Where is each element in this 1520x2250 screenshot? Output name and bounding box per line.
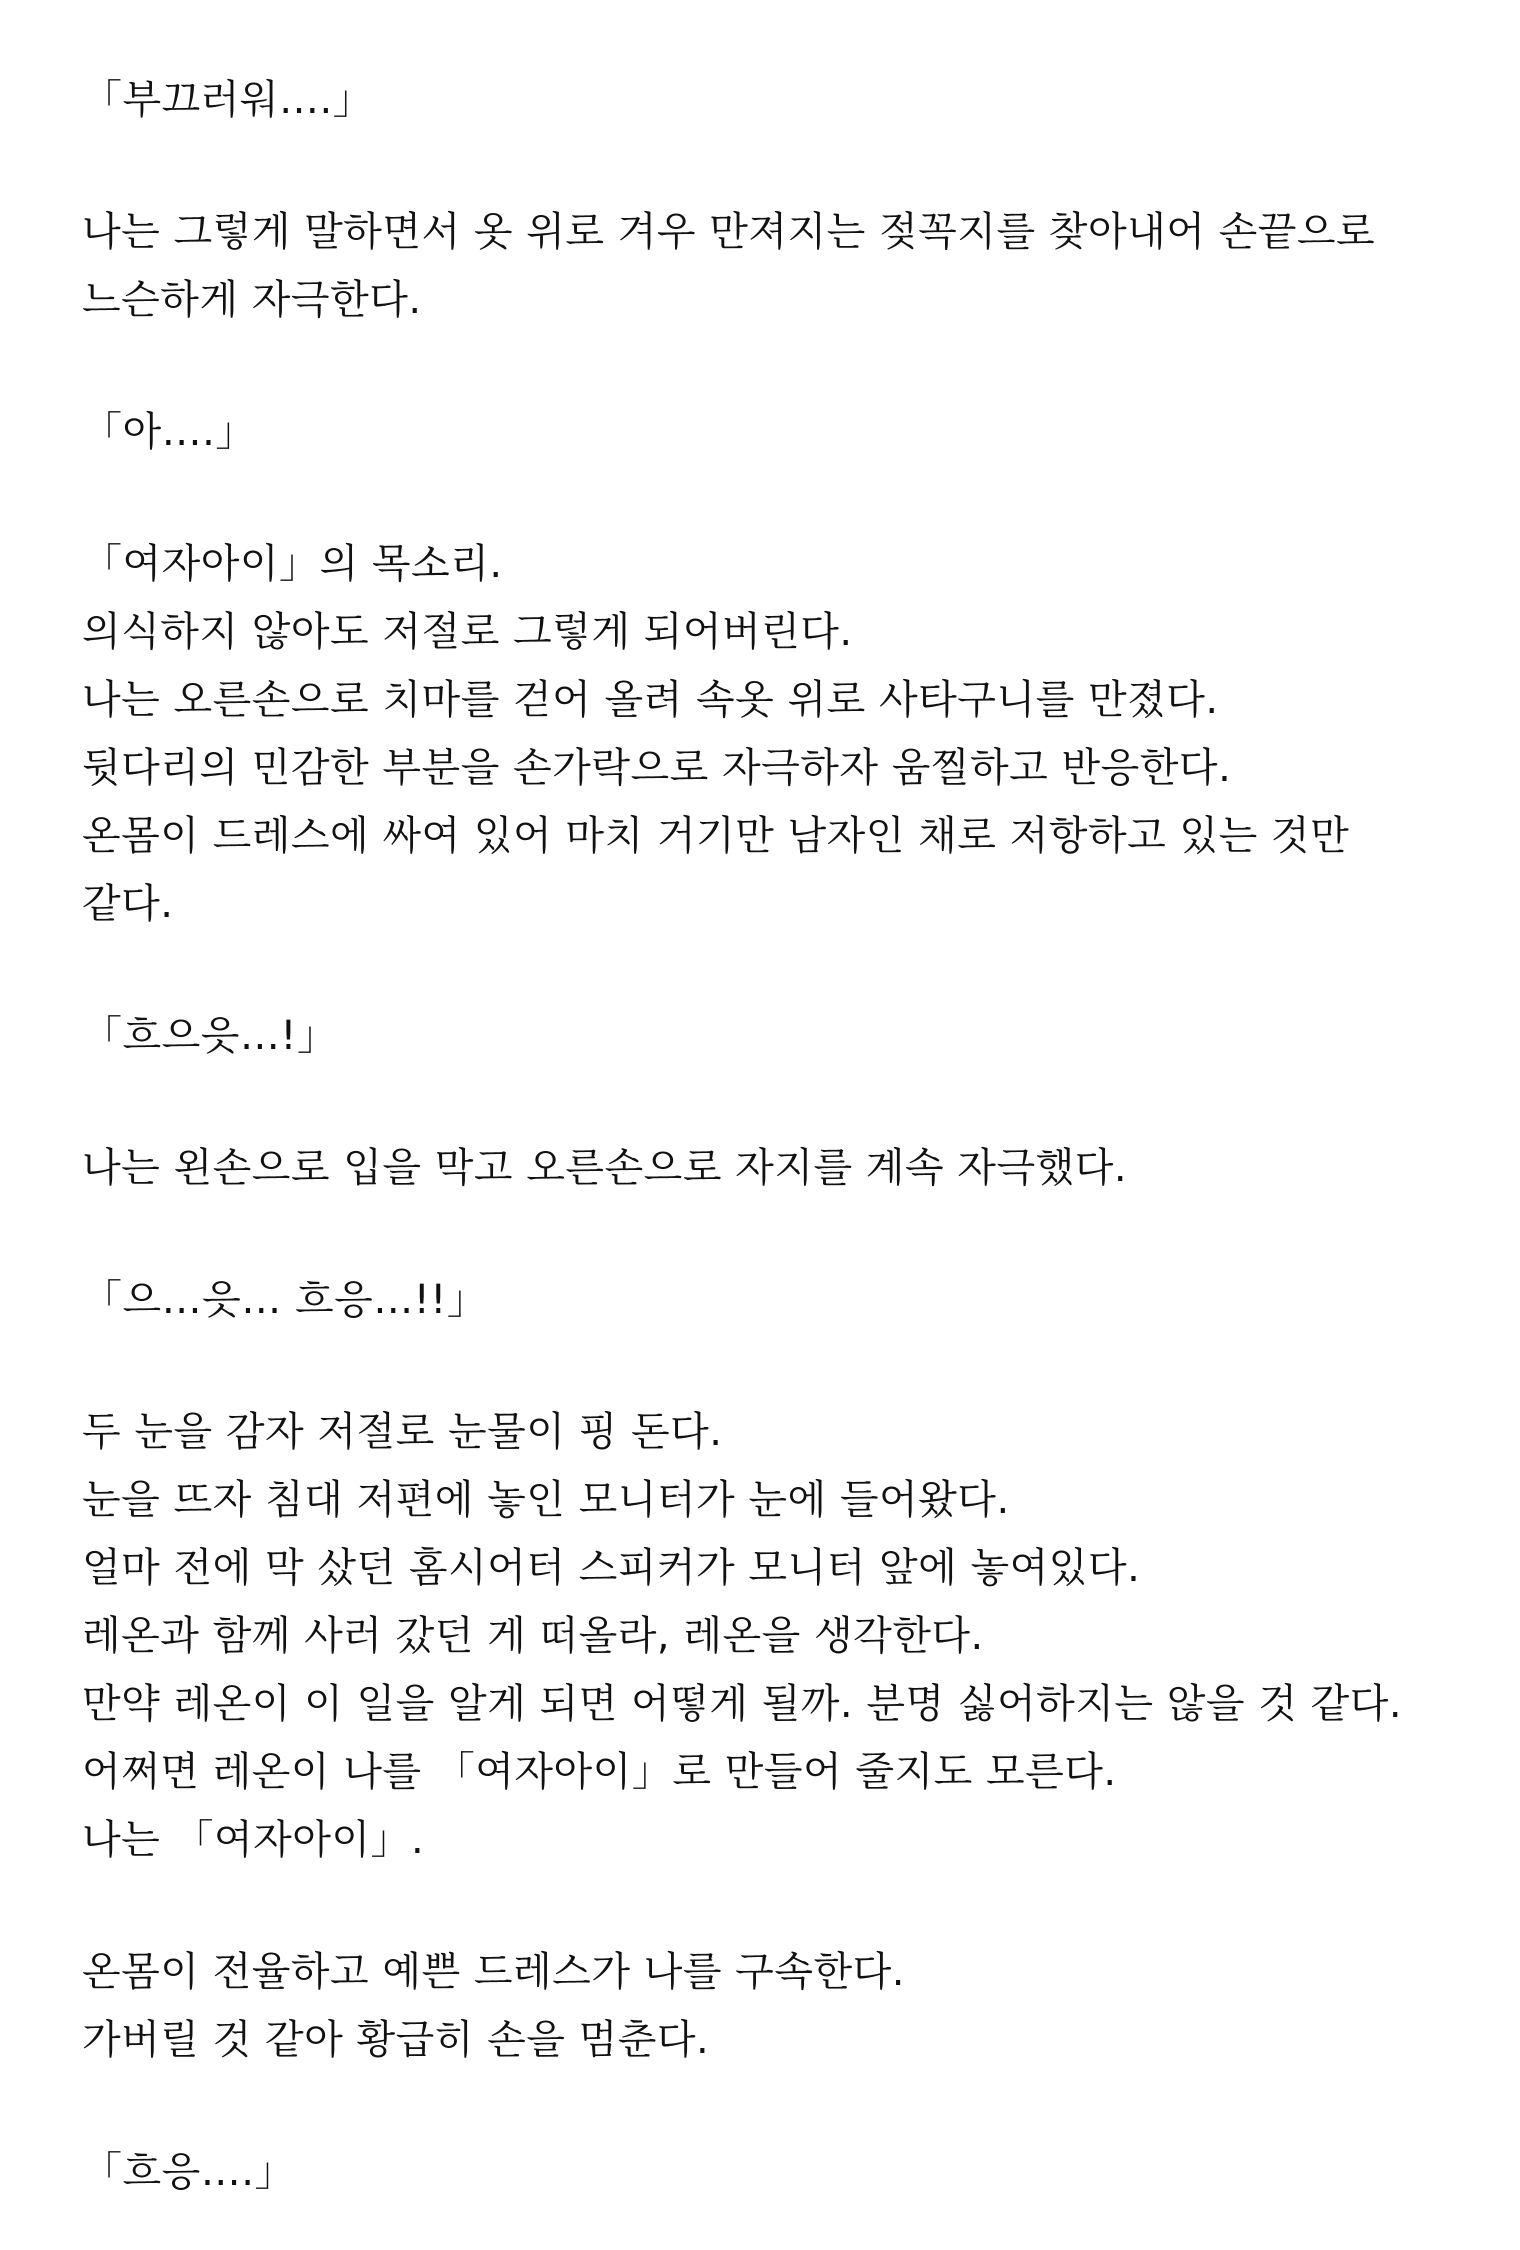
text-line: 온몸이 드레스에 싸여 있어 마치 거기만 남자인 채로 저항하고 있는 것만 — [82, 813, 1350, 859]
text-line: 뒷다리의 민감한 부분을 손가락으로 자극하자 움찔하고 반응한다. — [82, 745, 1232, 791]
text-line: 「여자아이」의 목소리. — [82, 541, 503, 587]
text-line: 「아….」 — [82, 409, 256, 455]
text-line: 의식하지 않아도 저절로 그렇게 되어버린다. — [82, 609, 853, 655]
text-line: 눈을 뜨자 침대 저편에 놓인 모니터가 눈에 들어왔다. — [82, 1477, 1010, 1523]
text-line: 나는 왼손으로 입을 막고 오른손으로 자지를 계속 자극했다. — [82, 1145, 1128, 1191]
text-line: 「흐으읏…!」 — [82, 1013, 338, 1059]
text-line: 가버릴 것 같아 황급히 손을 멈춘다. — [82, 2017, 710, 2063]
text-line: 나는 그렇게 말하면서 옷 위로 겨우 만져지는 젖꼭지를 찾아내어 손끝으로 — [82, 209, 1376, 255]
text-line: 「흐응….」 — [82, 2149, 295, 2195]
text-line: 온몸이 전율하고 예쁜 드레스가 나를 구속한다. — [82, 1949, 905, 1995]
text-line: 얼마 전에 막 샀던 홈시어터 스피커가 모니터 앞에 놓여있다. — [82, 1545, 1141, 1591]
text-line: 레온과 함께 사러 갔던 게 떠올라, 레온을 생각한다. — [82, 1613, 984, 1659]
text-line: 두 눈을 감자 저절로 눈물이 핑 돈다. — [82, 1409, 723, 1455]
text-line: 나는 오른손으로 치마를 걷어 올려 속옷 위로 사타구니를 만졌다. — [82, 677, 1219, 723]
text-line: 어쩌면 레온이 나를 「여자아이」로 만들어 줄지도 모른다. — [82, 1749, 1117, 1795]
text-line: 같다. — [82, 881, 174, 927]
text-line: 나는 「여자아이」. — [82, 1817, 425, 1863]
text-line: 느슨하게 자극한다. — [82, 277, 422, 323]
text-line: 만약 레온이 이 일을 알게 되면 어떻게 될까. 분명 싫어하지는 않을 것 같다. — [82, 1681, 1403, 1727]
text-line: 「으…읏… 흐응…!!」 — [82, 1277, 488, 1323]
text-line: 「부끄러워….」 — [82, 77, 374, 123]
